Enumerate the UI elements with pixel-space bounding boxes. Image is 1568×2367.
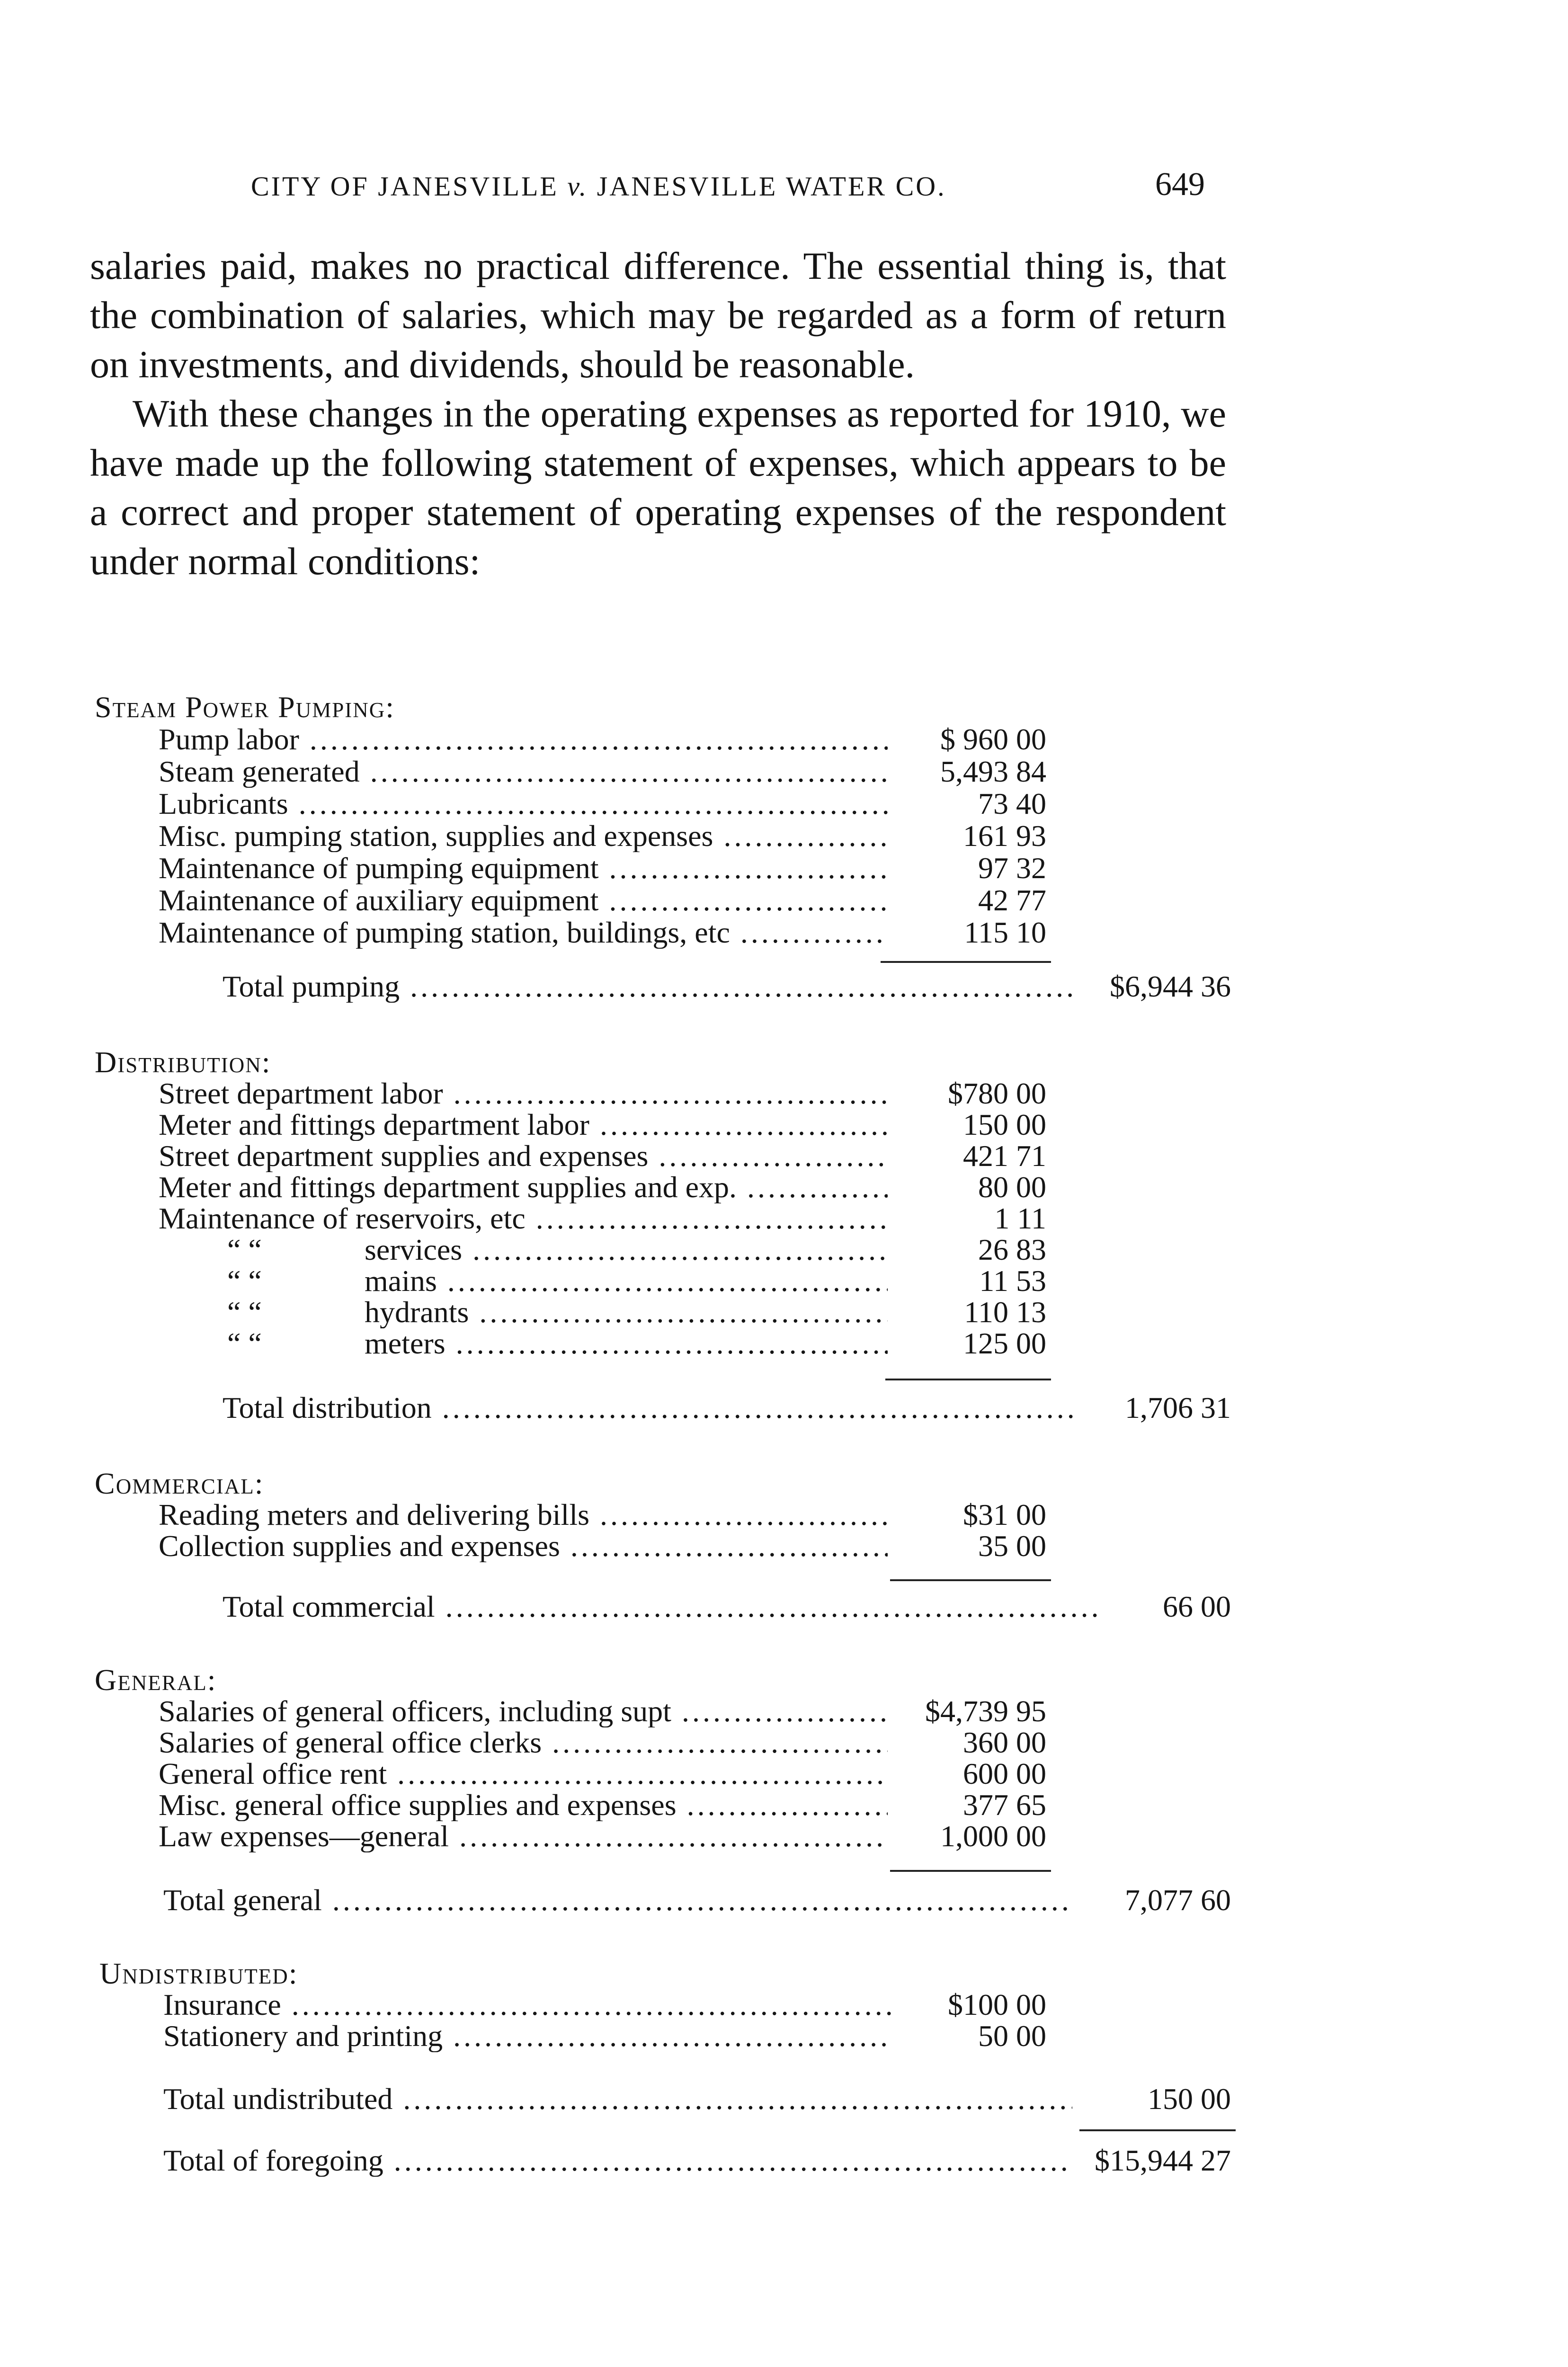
item-amount: 50 00: [978, 2019, 1046, 2053]
grand-total-rule: [1079, 2129, 1236, 2131]
total-line: [0, 1884, 1568, 1916]
item-label: Law expenses—general .....: [159, 1820, 888, 1852]
item-amount: 11 53: [979, 1264, 1046, 1298]
line-item: [0, 1726, 1568, 1759]
item-label: General office rent .....: [159, 1758, 888, 1790]
total-amount: 66 00: [1163, 1590, 1231, 1623]
item-label: Meter and fittings department supplies and exp. .....: [159, 1171, 888, 1203]
ditto-line-item: [0, 1296, 1568, 1328]
line-item: [0, 1530, 1568, 1562]
line-item: [0, 1499, 1568, 1531]
subtotal-rule: [890, 1870, 1051, 1872]
item-label: services .....: [365, 1234, 888, 1266]
item-amount: 377 65: [963, 1788, 1046, 1822]
line-item: [0, 1820, 1568, 1852]
line-item: [0, 1758, 1568, 1790]
item-amount: 110 13: [964, 1295, 1046, 1329]
total-line: [0, 970, 1568, 1003]
item-label: Misc. general office supplies and expenses .....: [159, 1789, 888, 1821]
item-amount: $780 00: [948, 1077, 1046, 1110]
item-label: Salaries of general office clerks .....: [159, 1726, 888, 1759]
line-item: [0, 1140, 1568, 1172]
item-label: Lubricants .....: [159, 788, 888, 820]
ditto-marks: “ “: [227, 1233, 262, 1266]
item-amount: 35 00: [978, 1529, 1046, 1563]
ditto-line-item: [0, 1234, 1568, 1266]
item-label: Steam generated .....: [159, 756, 888, 788]
total-amount: 150 00: [1148, 2082, 1231, 2116]
item-amount: 5,493 84: [940, 755, 1046, 788]
subtotal-rule: [881, 961, 1051, 963]
item-label: Maintenance of reservoirs, etc .....: [159, 1202, 888, 1235]
subtotal-rule: [885, 1379, 1051, 1380]
item-label: Meter and fittings department labor .....: [159, 1109, 888, 1141]
grand-total-line: [0, 2145, 1568, 2177]
running-head-part2: JANESVILLE WATER CO.: [597, 171, 946, 202]
item-label: Maintenance of auxiliary equipment .....: [159, 884, 888, 917]
line-item: [0, 852, 1568, 884]
total-line: [0, 1591, 1568, 1623]
line-item: [0, 1202, 1568, 1235]
line-item: [0, 788, 1568, 820]
item-amount: 125 00: [963, 1326, 1046, 1360]
total-label: Total pumping .....: [223, 970, 1075, 1003]
item-amount: 161 93: [963, 819, 1046, 853]
item-amount: 115 10: [964, 916, 1046, 949]
line-item: [0, 1077, 1568, 1110]
item-amount: 360 00: [963, 1726, 1046, 1759]
item-amount: 1,000 00: [940, 1819, 1046, 1853]
total-line: [0, 2083, 1568, 2115]
paragraph-2: With these changes in the operating expenses as reported for 1910, we have made up the following statement of expenses, which appears to be a correct and proper statement of operating expenses of the respondent under normal conditions:: [90, 392, 1226, 583]
paragraph-1: salaries paid, makes no practical difference. The essential thing is, that the combination of salaries, which may be regarded as a form of return on investments, and dividends, should be reasonable.: [90, 244, 1226, 386]
item-label: Street department supplies and expenses .....: [159, 1140, 888, 1172]
line-item: [0, 820, 1568, 852]
line-item: [0, 756, 1568, 788]
item-amount: $31 00: [963, 1498, 1046, 1531]
line-item: [0, 884, 1568, 917]
item-label: Salaries of general officers, including supt .....: [159, 1695, 888, 1727]
ditto-line-item: [0, 1265, 1568, 1297]
item-label: Stationery and printing .....: [163, 2020, 892, 2052]
item-amount: 150 00: [963, 1108, 1046, 1141]
section-heading-undistributed: Undistributed:: [99, 1957, 298, 1990]
line-item: [0, 917, 1568, 949]
ditto-line-item: [0, 1327, 1568, 1360]
total-amount: 1,706 31: [1125, 1391, 1231, 1424]
item-label: meters .....: [365, 1327, 888, 1360]
subtotal-rule: [890, 1579, 1051, 1581]
item-amount: 1 11: [994, 1201, 1046, 1235]
section-heading-commercial: Commercial:: [95, 1467, 264, 1500]
line-item: [0, 1109, 1568, 1141]
item-amount: $100 00: [948, 1988, 1046, 2021]
item-label: hydrants .....: [365, 1296, 888, 1328]
item-label: Reading meters and delivering bills .....: [159, 1499, 888, 1531]
total-label: Total distribution .....: [223, 1392, 1075, 1424]
ditto-marks: “ “: [227, 1264, 262, 1298]
section-heading-distribution: Distribution:: [95, 1045, 271, 1079]
item-label: Street department labor .....: [159, 1077, 888, 1110]
item-amount: 26 83: [978, 1233, 1046, 1266]
page-number: 649: [1155, 166, 1205, 203]
item-amount: 42 77: [978, 883, 1046, 917]
item-amount: 97 32: [978, 851, 1046, 885]
item-label: mains .....: [365, 1265, 888, 1297]
item-amount: 80 00: [978, 1170, 1046, 1204]
running-head-part1: CITY OF JANESVILLE: [251, 171, 559, 202]
item-label: Insurance .....: [163, 1989, 892, 2021]
section-heading-steam: Steam Power Pumping:: [95, 690, 395, 724]
item-amount: 421 71: [963, 1139, 1046, 1173]
line-item: [0, 1695, 1568, 1727]
total-label: Total commercial .....: [223, 1591, 1098, 1623]
ditto-marks: “ “: [227, 1295, 262, 1329]
total-label: Total general .....: [163, 1884, 1072, 1916]
item-amount: 73 40: [978, 787, 1046, 820]
line-item: [0, 1171, 1568, 1203]
line-item: [0, 1789, 1568, 1821]
ditto-marks: “ “: [227, 1326, 262, 1360]
running-head-versus: v.: [567, 171, 588, 202]
item-label: Maintenance of pumping equipment .....: [159, 852, 888, 884]
line-item: [0, 723, 1568, 756]
total-amount: 7,077 60: [1125, 1883, 1231, 1917]
item-amount: 600 00: [963, 1757, 1046, 1790]
item-label: Misc. pumping station, supplies and expenses .....: [159, 820, 888, 852]
total-line: [0, 1392, 1568, 1424]
item-amount: $4,739 95: [925, 1694, 1046, 1728]
line-item: [0, 2020, 1568, 2052]
item-label: Collection supplies and expenses .....: [159, 1530, 888, 1562]
total-amount: $6,944 36: [1110, 970, 1231, 1003]
line-item: [0, 1989, 1568, 2021]
item-label: Pump labor .....: [159, 723, 888, 756]
grand-total-amount: $15,944 27: [1095, 2144, 1231, 2177]
total-label: Total undistributed .....: [163, 2083, 1072, 2115]
section-heading-general: General:: [95, 1663, 217, 1697]
item-amount: $ 960 00: [940, 722, 1046, 756]
item-label: Maintenance of pumping station, buildings, etc .....: [159, 917, 888, 949]
grand-total-label: Total of foregoing .....: [163, 2145, 1072, 2177]
